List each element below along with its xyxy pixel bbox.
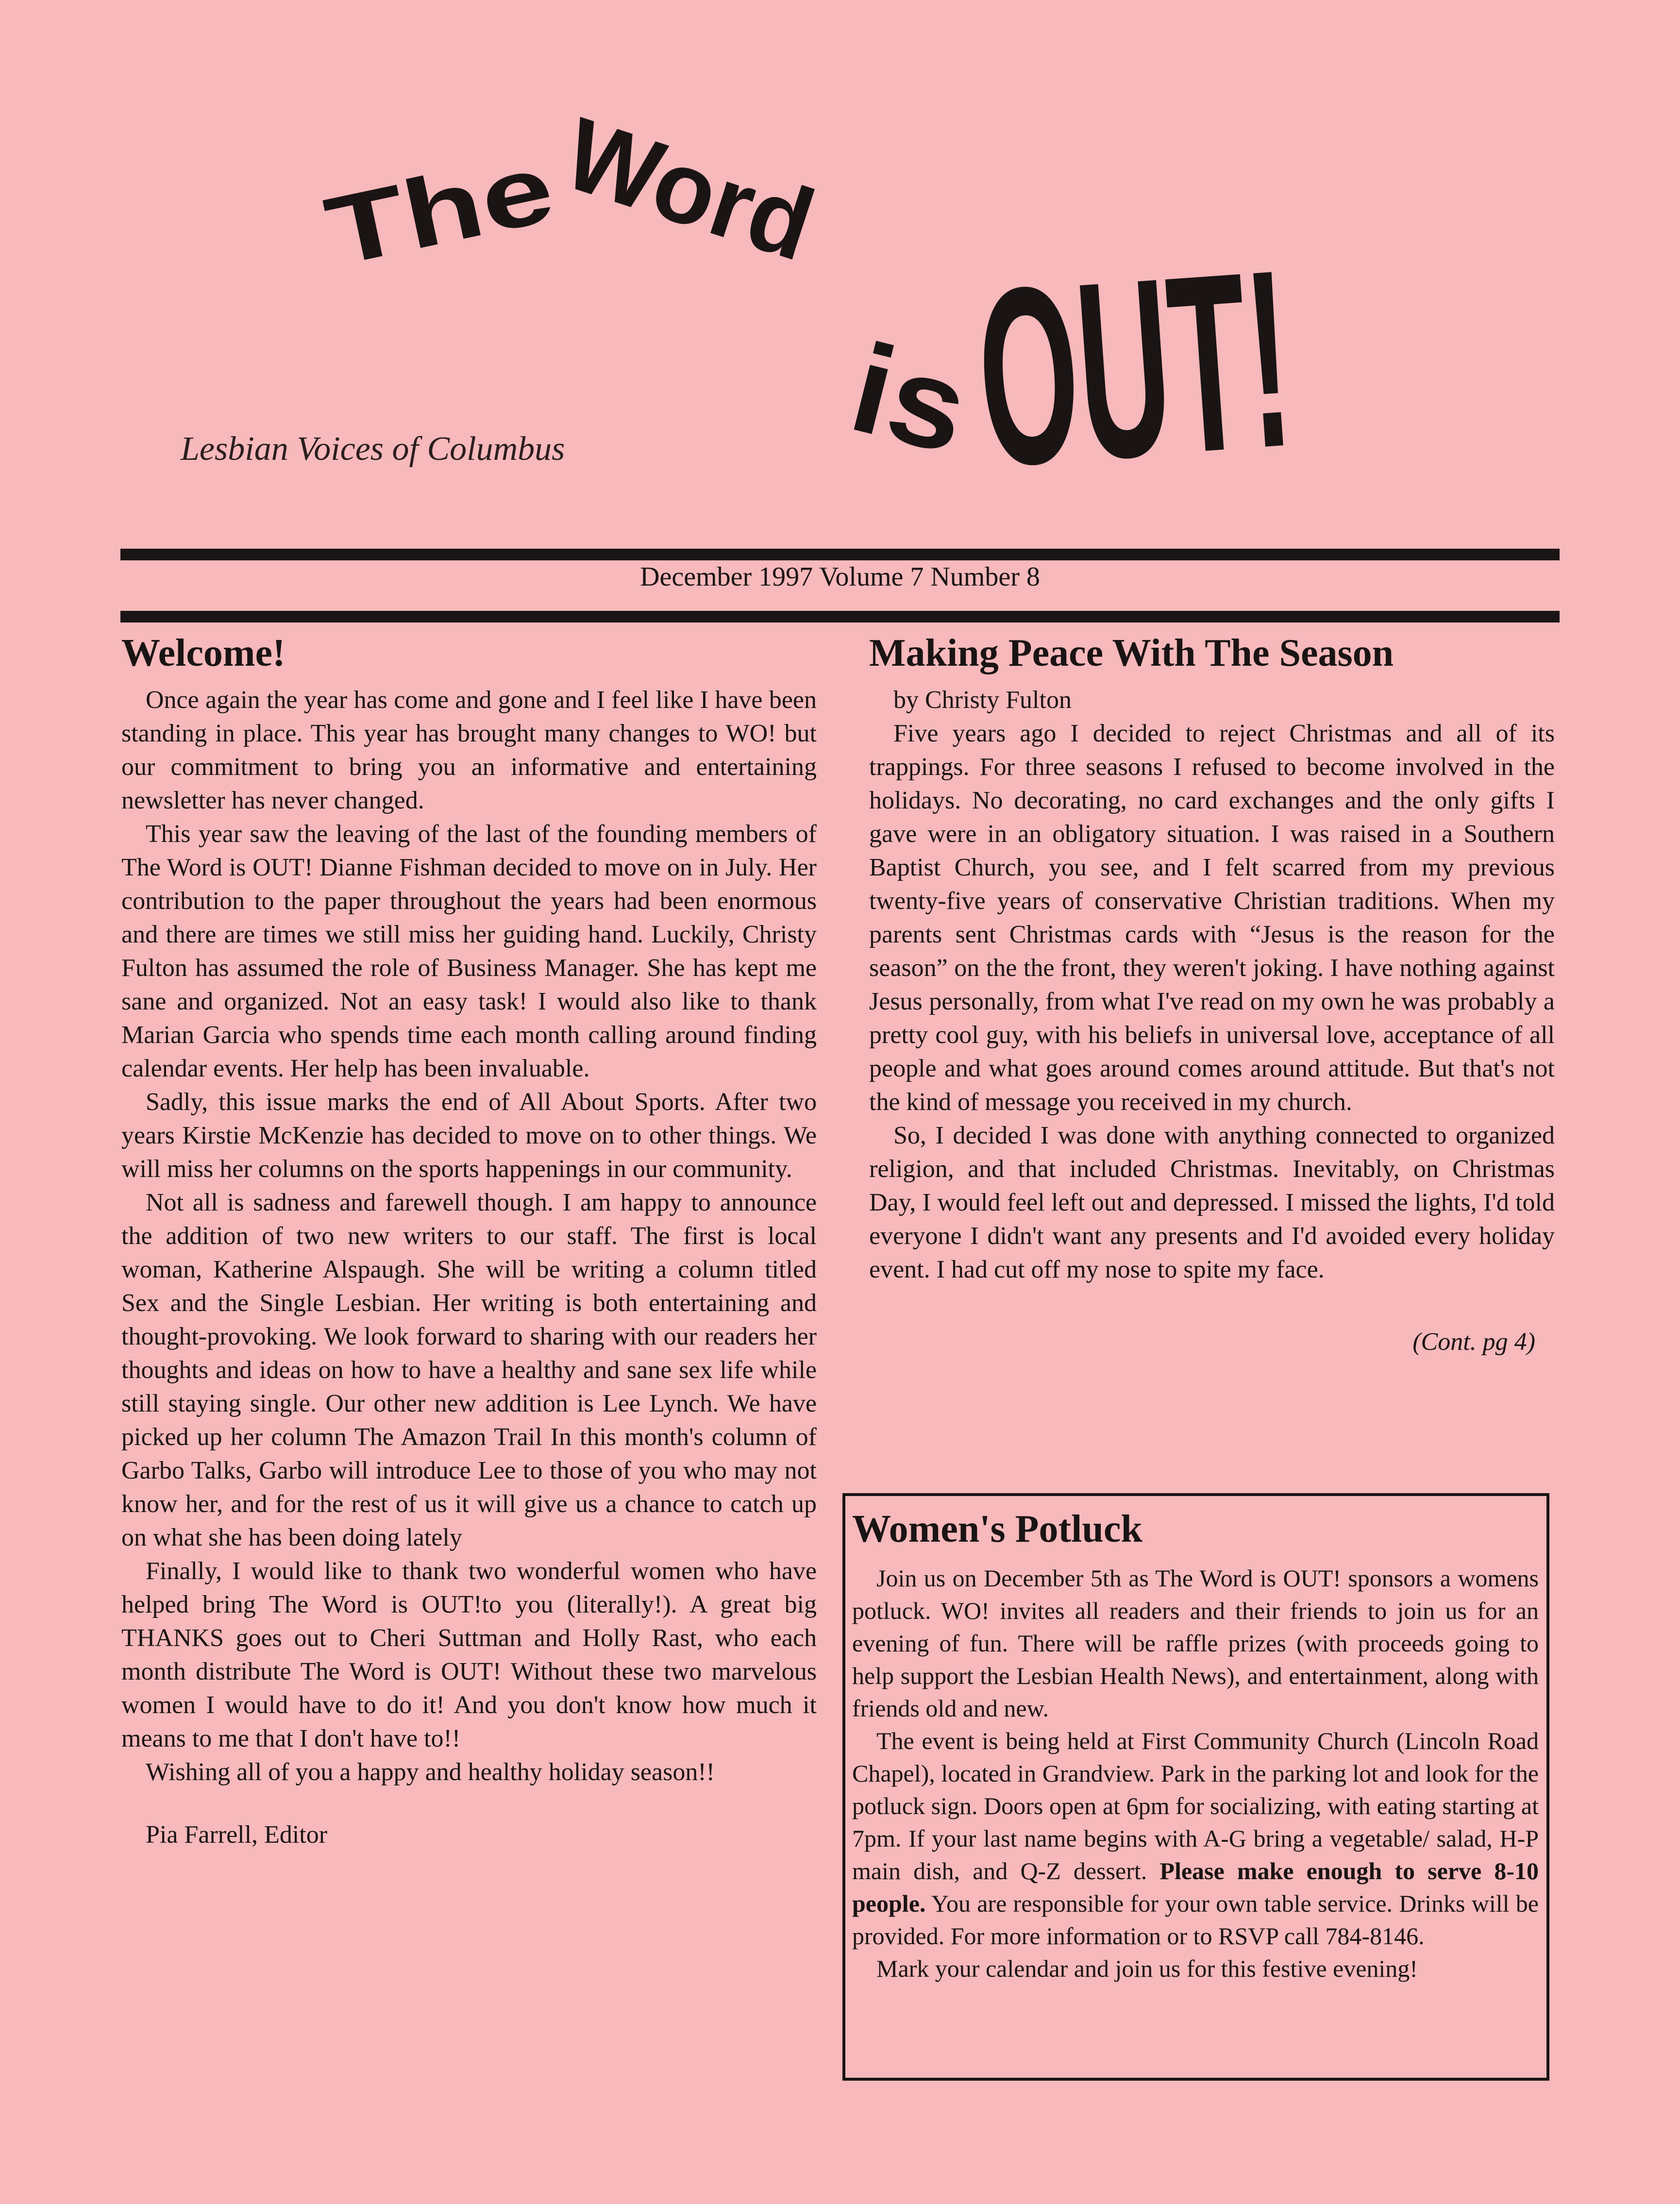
- welcome-paragraph: This year saw the leaving of the last of the founding members of The Word is OUT! Dianne Fishman decided to move on in July. Her contribution to the paper throughout the years had been enormous and there are times we still miss her guiding hand. Luckily, Christy Fulton has assumed the role of Business Manager. She has kept me sane and organized. Not an easy task! I would also like to thank Marian Garcia who spends time each month calling around finding calendar events. Her help has been invaluable.: [121, 820, 817, 1082]
- welcome-article: [121, 629, 817, 1851]
- potluck-paragraph: [852, 1725, 1539, 1952]
- season-article: [869, 629, 1555, 1359]
- welcome-heading: Welcome!: [121, 632, 286, 674]
- season-byline: by Christy Fulton: [893, 686, 1072, 714]
- masthead-rule-top: [120, 549, 1560, 560]
- season-paragraph: So, I decided I was done with anything connected to organized religion, and that included Christmas. Inevitably, on Christmas Day, I would feel left out and depressed. I missed the lights, I'd told everyone I didn't want any presents and I'd avoided every holiday event. I had cut off my nose to spite my face.: [869, 1122, 1555, 1283]
- potluck-details: The event is being held at First Community Church (Lincoln Road Chapel), located in Grandview. Park in the parking lot and look for the potluck sign. Doors open at 6pm for socializing, with eating starting at 7pm. If your last name begins with A-G bring a vegetable/ salad, H-P main dish, and Q-Z dessert.: [852, 1727, 1539, 1884]
- welcome-paragraph: Once again the year has come and gone and I feel like I have been standing in place. This year has brought many changes to WO! but our commitment to bring you an informative and entertaining newsletter has never changed.: [121, 686, 817, 814]
- masthead-title-the: The: [317, 145, 508, 287]
- potluck-serving-note: Please make enough to serve 8-10 people.: [852, 1857, 1539, 1917]
- welcome-paragraph: Sadly, this issue marks the end of All About Sports. After two years Kirstie McKenzie has decided to move on to other things. We will miss her columns on the sports happenings in our community.: [121, 1088, 817, 1183]
- welcome-signature: Pia Farrell, Editor: [146, 1821, 328, 1849]
- welcome-paragraph: Not all is sadness and farewell though. I am happy to announce the addition of two new writers to our staff. The first is local woman, Katherine Alspaugh. She will be writing a column titled Sex and the Single Lesbian. Her writing is both entertaining and thought-provoking. We look forward to sharing with our readers her thoughts and ideas on how to have a healthy and sane sex life while still staying single. Our other new addition is Lee Lynch. We have picked up her column The Amazon Trail In this month's column of Garbo Talks, Garbo will introduce Lee to those of you who may not know her, and for the rest of us it will give us a chance to catch up on what she has been doing lately: [121, 1189, 817, 1551]
- masthead-title-word: Word: [552, 96, 833, 285]
- welcome-paragraph: Finally, I would like to thank two wonderful women who have helped bring The Word is OUT!to you (literally!). A great big THANKS goes out to Cheri Suttman and Holly Rast, who each month distribute The Word is OUT! Without these two marvelous women I would have to do it! And you don't know how much it means to me that I don't have to!!: [121, 1557, 817, 1752]
- season-paragraph: Five years ago I decided to reject Christmas and all of its trappings. For three seasons I refused to become involved in the holidays. No decorating, no card exchanges and the only gifts I gave were in an obligatory situation. I was raised in a Southern Baptist Church, you see, and I felt scarred from my previous twenty-five years of conservative Christian traditions. When my parents sent Christmas cards with “Jesus is the reason for the season” on the the front, they weren't joking. I have nothing against Jesus personally, from what I've read on my own he was probably a pretty cool guy, with his beliefs in universal love, acceptance of all people and what goes around comes around attitude. But that's not the kind of message you received in my church.: [869, 720, 1555, 1116]
- masthead-rule-bottom: [120, 611, 1560, 623]
- potluck-heading: Women's Potluck: [852, 1508, 1142, 1550]
- masthead-title-is: is: [838, 317, 975, 479]
- masthead: [0, 0, 1680, 534]
- potluck-box: [842, 1493, 1549, 2081]
- potluck-rsvp: You are responsible for your own table service. Drinks will be provided. For more information or to RSVP call 784-8146.: [852, 1890, 1539, 1950]
- potluck-paragraph: Join us on December 5th as The Word is OUT! sponsors a womens potluck. WO! invites all readers and their friends to join us for an evening of fun. There will be raffle prizes (with proceeds going to help support the Lesbian Health News), and entertainment, along with friends old and new.: [852, 1565, 1539, 1722]
- masthead-tagline: Lesbian Voices of Columbus: [181, 430, 565, 468]
- season-heading: Making Peace With The Season: [869, 632, 1394, 674]
- issue-dateline: December 1997 Volume 7 Number 8: [640, 562, 1040, 592]
- potluck-paragraph: Mark your calendar and join us for this festive evening!: [876, 1955, 1418, 1982]
- season-continued: (Cont. pg 4): [1412, 1328, 1535, 1356]
- masthead-title-out: OUT!: [970, 195, 1605, 520]
- welcome-paragraph: Wishing all of you a happy and healthy holiday season!!: [146, 1758, 715, 1786]
